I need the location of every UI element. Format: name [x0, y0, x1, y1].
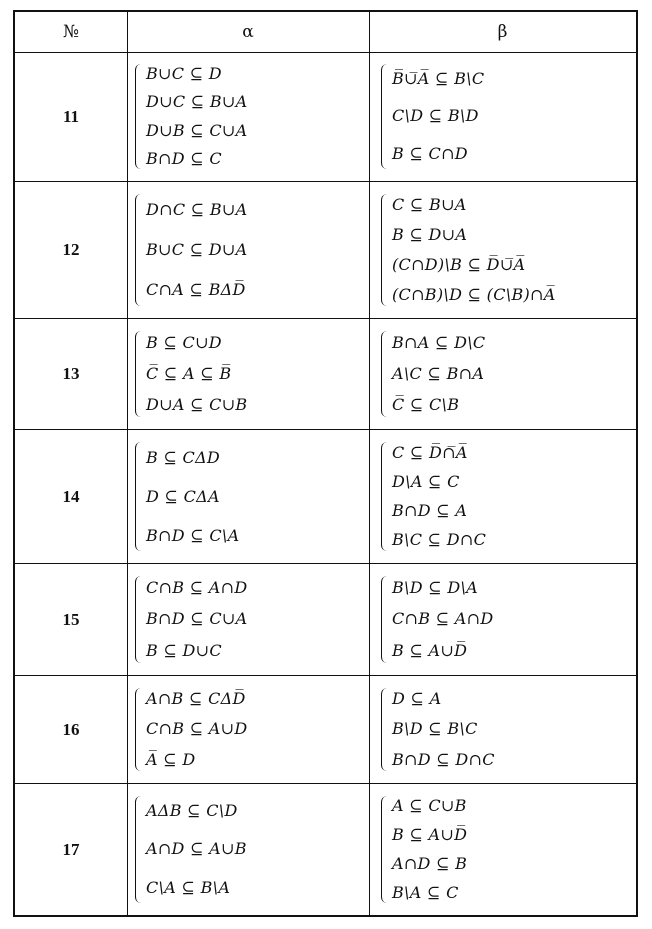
beta-expression: C∩B ⊆ A∩D — [392, 609, 494, 629]
alpha-expression: D∪C ⊆ B∪A — [146, 92, 248, 112]
row-number: 13 — [62, 364, 80, 383]
alpha-expression: D∩C ⊆ B∪A — [146, 200, 248, 219]
beta-expression: B∩D ⊆ D∩C — [392, 749, 495, 769]
row-number: 14 — [62, 486, 80, 506]
alpha-expression: B ⊆ CΔD — [146, 447, 221, 467]
left-brace — [381, 796, 388, 903]
beta-expression: B ⊆ D∪A — [392, 225, 468, 244]
alpha-expression: B∩D ⊆ C — [146, 148, 222, 168]
row-number: 16 — [62, 719, 80, 739]
alpha-lines — [142, 784, 247, 915]
beta-expression: B\D ⊆ B\C — [392, 719, 478, 739]
table-row — [15, 564, 636, 676]
beta-system — [381, 784, 467, 915]
beta-lines — [388, 52, 484, 181]
left-brace — [135, 442, 142, 551]
alpha-lines — [142, 52, 247, 181]
row-number: 12 — [62, 240, 80, 259]
alpha-expression: B∩D ⊆ C\A — [146, 525, 240, 545]
table-row — [15, 52, 636, 182]
alpha-expression: C̅ ⊆ A ⊆ B̅ — [146, 363, 232, 383]
beta-expression: A∩D ⊆ B — [392, 853, 468, 873]
left-brace — [381, 688, 388, 771]
row-number: 11 — [62, 106, 80, 126]
header-alpha: α — [242, 22, 254, 42]
beta-expression: (C∩B)\D ⊆ (C\B)∩A̅ — [392, 285, 556, 304]
table-header — [15, 12, 636, 53]
left-brace — [135, 576, 142, 663]
beta-expression: B∩D ⊆ A — [392, 501, 468, 521]
alpha-expression: C∩B ⊆ A∪D — [146, 719, 248, 739]
left-brace — [135, 796, 142, 903]
left-brace — [135, 331, 142, 417]
beta-expression: B\C ⊆ D∩C — [392, 530, 487, 550]
alpha-expression: AΔB ⊆ C\D — [146, 801, 238, 821]
alpha-expression: D∪A ⊆ C∪B — [146, 395, 248, 415]
row-number: 15 — [62, 609, 80, 629]
beta-lines — [388, 564, 493, 675]
alpha-system — [135, 430, 239, 563]
left-brace — [381, 64, 388, 169]
alpha-expression: D ⊆ CΔA — [146, 486, 220, 506]
alpha-expression: B ⊆ C∪D — [146, 332, 222, 352]
left-brace — [381, 576, 388, 663]
beta-system — [381, 430, 486, 563]
alpha-expression: C∩B ⊆ A∩D — [146, 577, 248, 597]
alpha-system — [135, 784, 247, 915]
beta-expression: B∩A ⊆ D\C — [392, 332, 486, 352]
beta-expression: B\A ⊆ C — [392, 882, 459, 902]
beta-lines — [388, 319, 485, 429]
beta-system — [381, 52, 484, 181]
beta-expression: B\D ⊆ D\A — [392, 577, 479, 597]
table-row — [15, 430, 636, 564]
header-beta: β — [497, 22, 508, 42]
beta-expression: A ⊆ C∪B — [392, 796, 467, 816]
table-row — [15, 182, 636, 319]
alpha-expression: C∩A ⊆ BΔD̅ — [146, 280, 246, 299]
alpha-expression: A∩D ⊆ A∪B — [146, 839, 247, 859]
beta-expression: D ⊆ A — [392, 689, 442, 709]
alpha-lines — [142, 319, 247, 429]
table-row — [15, 784, 636, 915]
table-row — [15, 319, 636, 430]
beta-expression: B ⊆ A∪D̅ — [392, 641, 468, 661]
beta-expression: C\D ⊆ B\D — [392, 106, 479, 126]
beta-lines — [388, 430, 486, 563]
beta-lines — [388, 182, 556, 318]
alpha-expression: B∪C ⊆ D∪A — [146, 240, 248, 259]
beta-expression: B̅∪̅A̅ ⊆ B\C — [392, 68, 485, 88]
left-brace — [381, 442, 388, 551]
beta-expression: C ⊆ D̅∩̅A̅ — [392, 442, 468, 462]
beta-expression: (C∩D)\B ⊆ D̅∪̅A̅ — [392, 255, 526, 274]
alpha-lines — [142, 564, 247, 675]
table-row — [15, 676, 636, 784]
beta-expression: B ⊆ A∪D̅ — [392, 825, 468, 845]
left-brace — [381, 194, 388, 306]
alpha-expression: A∩B ⊆ CΔD̅ — [146, 689, 246, 709]
left-brace — [135, 64, 142, 169]
beta-expression: C ⊆ B∪A — [392, 195, 467, 214]
beta-expression: B ⊆ C∩D — [392, 144, 468, 164]
alpha-expression: C\A ⊆ B\A — [146, 877, 231, 897]
alpha-lines — [142, 430, 239, 563]
beta-lines — [388, 784, 467, 915]
alpha-system — [135, 564, 247, 675]
math-table — [13, 10, 638, 917]
beta-expression: A\C ⊆ B∩A — [392, 363, 485, 383]
beta-system — [381, 676, 495, 783]
left-brace — [135, 688, 142, 771]
alpha-system — [135, 52, 247, 181]
left-brace — [381, 331, 388, 417]
alpha-expression: B∩D ⊆ C∪A — [146, 609, 248, 629]
beta-system — [381, 182, 556, 318]
alpha-system — [135, 182, 247, 318]
alpha-lines — [142, 182, 247, 318]
alpha-system — [135, 319, 247, 429]
alpha-lines — [142, 676, 247, 783]
alpha-expression: A̅ ⊆ D — [146, 749, 196, 769]
beta-expression: D\A ⊆ C — [392, 471, 460, 491]
alpha-expression: B ⊆ D∪C — [146, 641, 222, 661]
beta-lines — [388, 676, 495, 783]
beta-system — [381, 319, 485, 429]
beta-system — [381, 564, 493, 675]
left-brace — [135, 194, 142, 306]
beta-expression: C̅ ⊆ C\B — [392, 395, 460, 415]
header-number: № — [62, 22, 80, 42]
alpha-expression: B∪C ⊆ D — [146, 64, 222, 84]
row-number: 17 — [62, 839, 80, 859]
alpha-system — [135, 676, 247, 783]
alpha-expression: D∪B ⊆ C∪A — [146, 120, 248, 140]
